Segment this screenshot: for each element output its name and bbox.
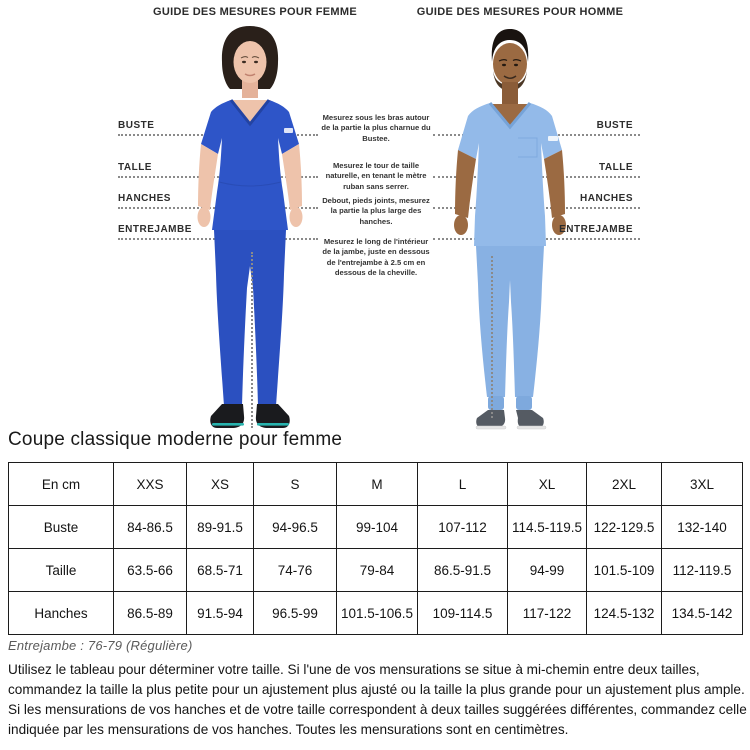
table-cell: 63.5-66 xyxy=(114,549,187,592)
size-table-title: Coupe classique moderne pour femme xyxy=(8,429,343,450)
male-label-hanches: HANCHES xyxy=(580,193,633,204)
table-header-size: L xyxy=(418,463,508,506)
table-cell: 101.5-109 xyxy=(587,549,662,592)
male-label-buste: BUSTE xyxy=(596,120,633,131)
table-cell: 96.5-99 xyxy=(254,592,337,635)
table-header-size: S xyxy=(254,463,337,506)
table-header-size: XL xyxy=(508,463,587,506)
table-header-unit: En cm xyxy=(9,463,114,506)
sizing-instructions-paragraph: Utilisez le tableau pour déterminer votre taille. Si l'une de vos mensurations se situe à mi-chemin entre deux tailles, commandez la taille la plus petite pour un ajustement plus ajusté ou la taille la plus grande pour un ajustement plus ample. Si les mensurations de vos hanches et de votre taille correspondent à deux tailles suggérées différentes, commandez celle indiquée par les mensurations de vos hanches. Toutes les mensurations sont en centimètres. xyxy=(8,662,747,738)
inseam-line-male xyxy=(491,256,493,418)
table-cell: 86.5-89 xyxy=(114,592,187,635)
table-cell: 107-112 xyxy=(418,506,508,549)
table-cell: 112-119.5 xyxy=(662,549,743,592)
row-label: Hanches xyxy=(9,592,114,635)
table-cell: 117-122 xyxy=(508,592,587,635)
female-label-buste: BUSTE xyxy=(118,120,155,131)
sleeve-logo xyxy=(284,128,293,133)
table-cell: 86.5-91.5 xyxy=(418,549,508,592)
table-cell: 94-99 xyxy=(508,549,587,592)
table-cell: 84-86.5 xyxy=(114,506,187,549)
inseam-line-female xyxy=(251,252,253,428)
table-row-taille xyxy=(9,549,743,592)
table-cell: 124.5-132 xyxy=(587,592,662,635)
table-cell: 68.5-71 xyxy=(187,549,254,592)
instruction-entrejambe: Mesurez le long de l'intérieur de la jambe, juste en dessous de l'entrejambe à 2.5 cm en dessous de la cheville. xyxy=(322,237,430,277)
table-cell: 79-84 xyxy=(337,549,418,592)
table-cell: 91.5-94 xyxy=(187,592,254,635)
table-header-size: XS xyxy=(187,463,254,506)
female-label-hanches: HANCHES xyxy=(118,193,171,204)
male-label-entrejambe: ENTREJAMBE xyxy=(559,224,633,235)
table-header-row xyxy=(9,463,743,506)
table-header-size: 3XL xyxy=(662,463,743,506)
table-cell: 122-129.5 xyxy=(587,506,662,549)
female-guide-title: GUIDE DES MESURES POUR FEMME xyxy=(153,6,357,18)
male-guide-title: GUIDE DES MESURES POUR HOMME xyxy=(416,6,624,18)
table-cell: 101.5-106.5 xyxy=(337,592,418,635)
table-cell: 89-91.5 xyxy=(187,506,254,549)
table-cell: 132-140 xyxy=(662,506,743,549)
male-label-taille: TALLE xyxy=(599,162,633,173)
size-table xyxy=(8,462,743,635)
table-header-size: M xyxy=(337,463,418,506)
table-cell: 114.5-119.5 xyxy=(508,506,587,549)
instruction-taille: Mesurez le tour de taille naturelle, en tenant le mètre ruban sans serrer. xyxy=(325,161,427,191)
table-cell: 134.5-142 xyxy=(662,592,743,635)
row-label: Buste xyxy=(9,506,114,549)
table-row-buste xyxy=(9,506,743,549)
instruction-hanches: Debout, pieds joints, mesurez la partie la plus large des hanches. xyxy=(322,196,430,226)
table-row-hanches xyxy=(9,592,743,635)
table-cell: 74-76 xyxy=(254,549,337,592)
table-header-size: XXS xyxy=(114,463,187,506)
female-label-entrejambe: ENTREJAMBE xyxy=(118,224,192,235)
female-label-taille: TALLE xyxy=(118,162,152,173)
table-cell: 94-96.5 xyxy=(254,506,337,549)
row-label: Taille xyxy=(9,549,114,592)
sleeve-logo xyxy=(548,136,558,141)
table-header-size: 2XL xyxy=(587,463,662,506)
table-cell: 99-104 xyxy=(337,506,418,549)
table-cell: 109-114.5 xyxy=(418,592,508,635)
inseam-note: Entrejambe : 76-79 (Régulière) xyxy=(8,638,193,653)
instruction-buste: Mesurez sous les bras autour de la partie la plus charnue du Bustee. xyxy=(321,113,431,143)
